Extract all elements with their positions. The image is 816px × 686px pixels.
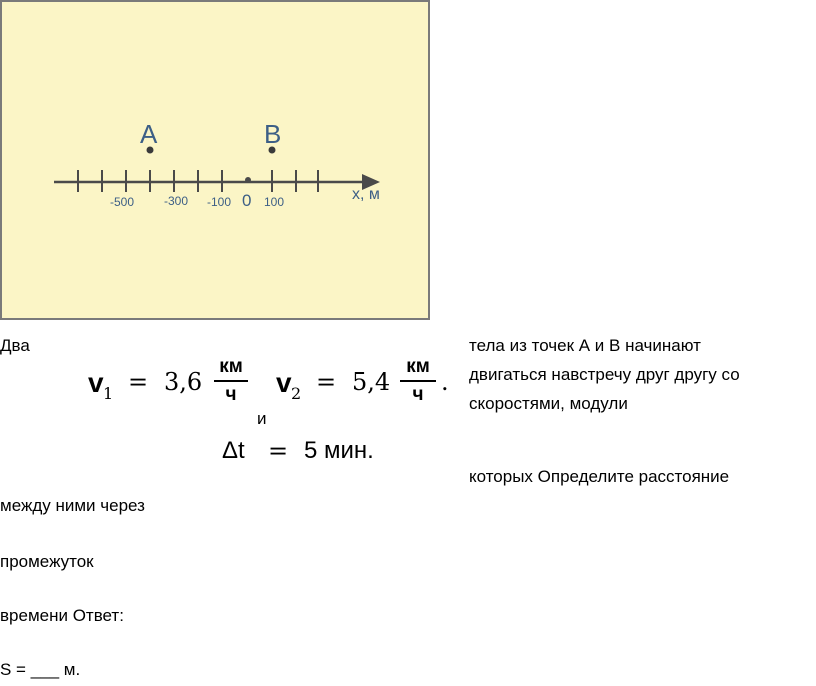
formula-period: .	[441, 368, 449, 396]
text-line-1-left: Два	[0, 336, 30, 355]
delta-t-value: 5 мин.	[304, 437, 374, 464]
number-line-svg	[2, 2, 432, 322]
text-line-8: времени Ответ:	[0, 606, 124, 625]
equals-sign: =	[316, 368, 337, 396]
unit-denominator: ч	[412, 384, 424, 405]
text-line-2-right: двигаться навстречу друг другу со	[469, 365, 740, 384]
text-line-5-right: которых Определите расстояние	[469, 467, 730, 486]
v1-value: 3,6	[164, 368, 203, 396]
origin-dot	[245, 177, 251, 183]
tick-label: 100	[264, 195, 285, 209]
v1-symbol: v	[88, 367, 104, 398]
v2-subscript: 2	[291, 384, 302, 403]
point-a-label: A	[140, 119, 158, 149]
text-line-3-right: скоростями, модули	[469, 394, 628, 413]
point-b-label: B	[264, 119, 282, 149]
text-line-7: промежуток	[0, 552, 94, 571]
fraction-bar	[400, 380, 436, 382]
and-word: и	[257, 409, 267, 428]
delta-t-symbol: Δt	[222, 437, 245, 464]
number-line-figure	[0, 0, 430, 320]
origin-label: 0	[242, 191, 252, 210]
tick-label: -300	[164, 194, 189, 208]
tick-label: -100	[207, 195, 232, 209]
unit-numerator: км	[219, 356, 243, 377]
unit-fraction	[400, 356, 436, 406]
equals-sign: =	[268, 437, 289, 465]
tick-label: -500	[110, 195, 135, 209]
axis-label: x, м	[352, 186, 380, 203]
v2-symbol: v	[276, 367, 292, 398]
unit-denominator: ч	[225, 384, 237, 405]
unit-numerator: км	[406, 356, 430, 377]
equals-sign: =	[128, 368, 149, 396]
text-line-6: между ними через	[0, 496, 145, 515]
text-line-1-right: тела из точек А и В начинают	[469, 336, 701, 355]
answer-line: S = ___ м.	[0, 660, 81, 679]
v2-value: 5,4	[352, 368, 391, 396]
unit-fraction	[214, 356, 248, 406]
v1-subscript: 1	[103, 384, 114, 403]
fraction-bar	[214, 380, 248, 382]
